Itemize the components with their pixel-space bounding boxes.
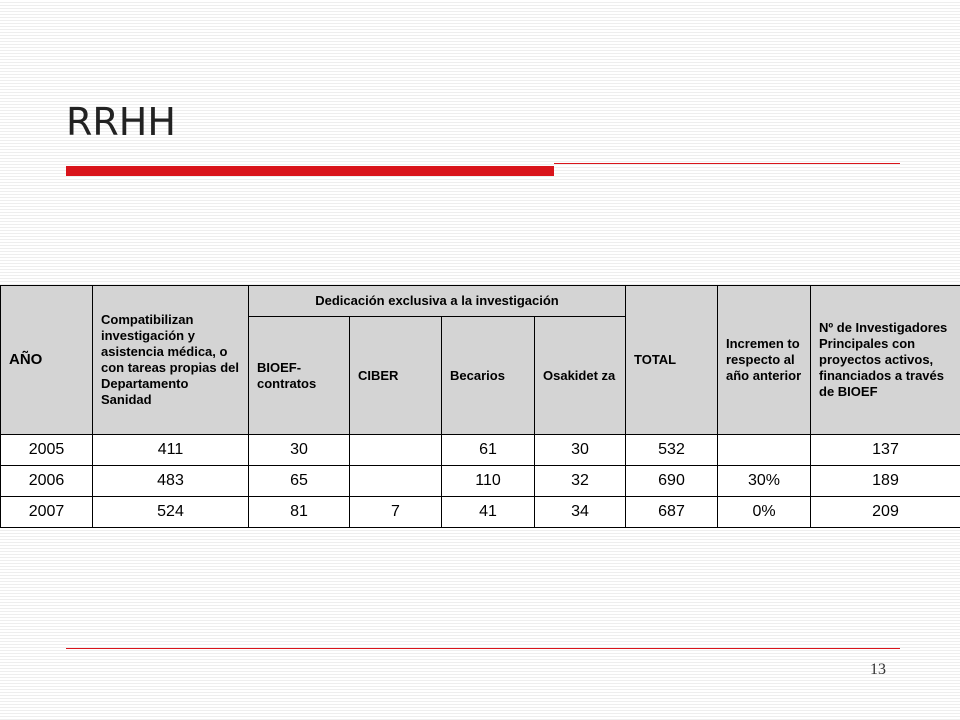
title-underline-thin bbox=[554, 163, 900, 164]
cell-total: 687 bbox=[626, 497, 718, 528]
header-bioef-contratos: BIOEF-contratos bbox=[249, 317, 350, 435]
cell-incremento: 0% bbox=[718, 497, 811, 528]
header-dedicacion-exclusiva: Dedicación exclusiva a la investigación bbox=[249, 286, 626, 317]
cell-investigadores: 189 bbox=[811, 466, 960, 497]
header-total: TOTAL bbox=[626, 286, 718, 435]
cell-becarios: 41 bbox=[442, 497, 535, 528]
cell-compatibilizan: 411 bbox=[93, 435, 249, 466]
header-incremento: Incremen to respecto al año anterior bbox=[718, 286, 811, 435]
header-osakidetza: Osakidet za bbox=[535, 317, 626, 435]
cell-investigadores: 209 bbox=[811, 497, 960, 528]
cell-ano: 2005 bbox=[1, 435, 93, 466]
cell-ano: 2007 bbox=[1, 497, 93, 528]
cell-total: 690 bbox=[626, 466, 718, 497]
header-ciber: CIBER bbox=[350, 317, 442, 435]
cell-bioef: 30 bbox=[249, 435, 350, 466]
page-number: 13 bbox=[870, 661, 886, 678]
rrhh-table bbox=[0, 285, 960, 528]
cell-incremento bbox=[718, 435, 811, 466]
cell-compatibilizan: 524 bbox=[93, 497, 249, 528]
title-underline-thick bbox=[66, 166, 554, 176]
table-row bbox=[1, 466, 960, 497]
cell-ano: 2006 bbox=[1, 466, 93, 497]
header-ano: AÑO bbox=[1, 286, 93, 435]
cell-becarios: 61 bbox=[442, 435, 535, 466]
slide-title: RRHH bbox=[66, 100, 176, 144]
cell-ciber: 7 bbox=[350, 497, 442, 528]
header-compatibilizan: Compatibilizan investigación y asistencia médica, o con tareas propias del Departamento Sanidad bbox=[93, 286, 249, 435]
cell-incremento: 30% bbox=[718, 466, 811, 497]
cell-ciber bbox=[350, 466, 442, 497]
header-investigadores: Nº de Investigadores Principales con proyectos activos, financiados a través de BIOEF bbox=[811, 286, 960, 435]
cell-bioef: 81 bbox=[249, 497, 350, 528]
cell-total: 532 bbox=[626, 435, 718, 466]
cell-investigadores: 137 bbox=[811, 435, 960, 466]
table-row bbox=[1, 497, 960, 528]
header-becarios: Becarios bbox=[442, 317, 535, 435]
cell-bioef: 65 bbox=[249, 466, 350, 497]
table-row bbox=[1, 435, 960, 466]
cell-ciber bbox=[350, 435, 442, 466]
cell-becarios: 110 bbox=[442, 466, 535, 497]
footer-divider bbox=[66, 648, 900, 649]
cell-osakidetza: 32 bbox=[535, 466, 626, 497]
cell-compatibilizan: 483 bbox=[93, 466, 249, 497]
cell-osakidetza: 30 bbox=[535, 435, 626, 466]
cell-osakidetza: 34 bbox=[535, 497, 626, 528]
